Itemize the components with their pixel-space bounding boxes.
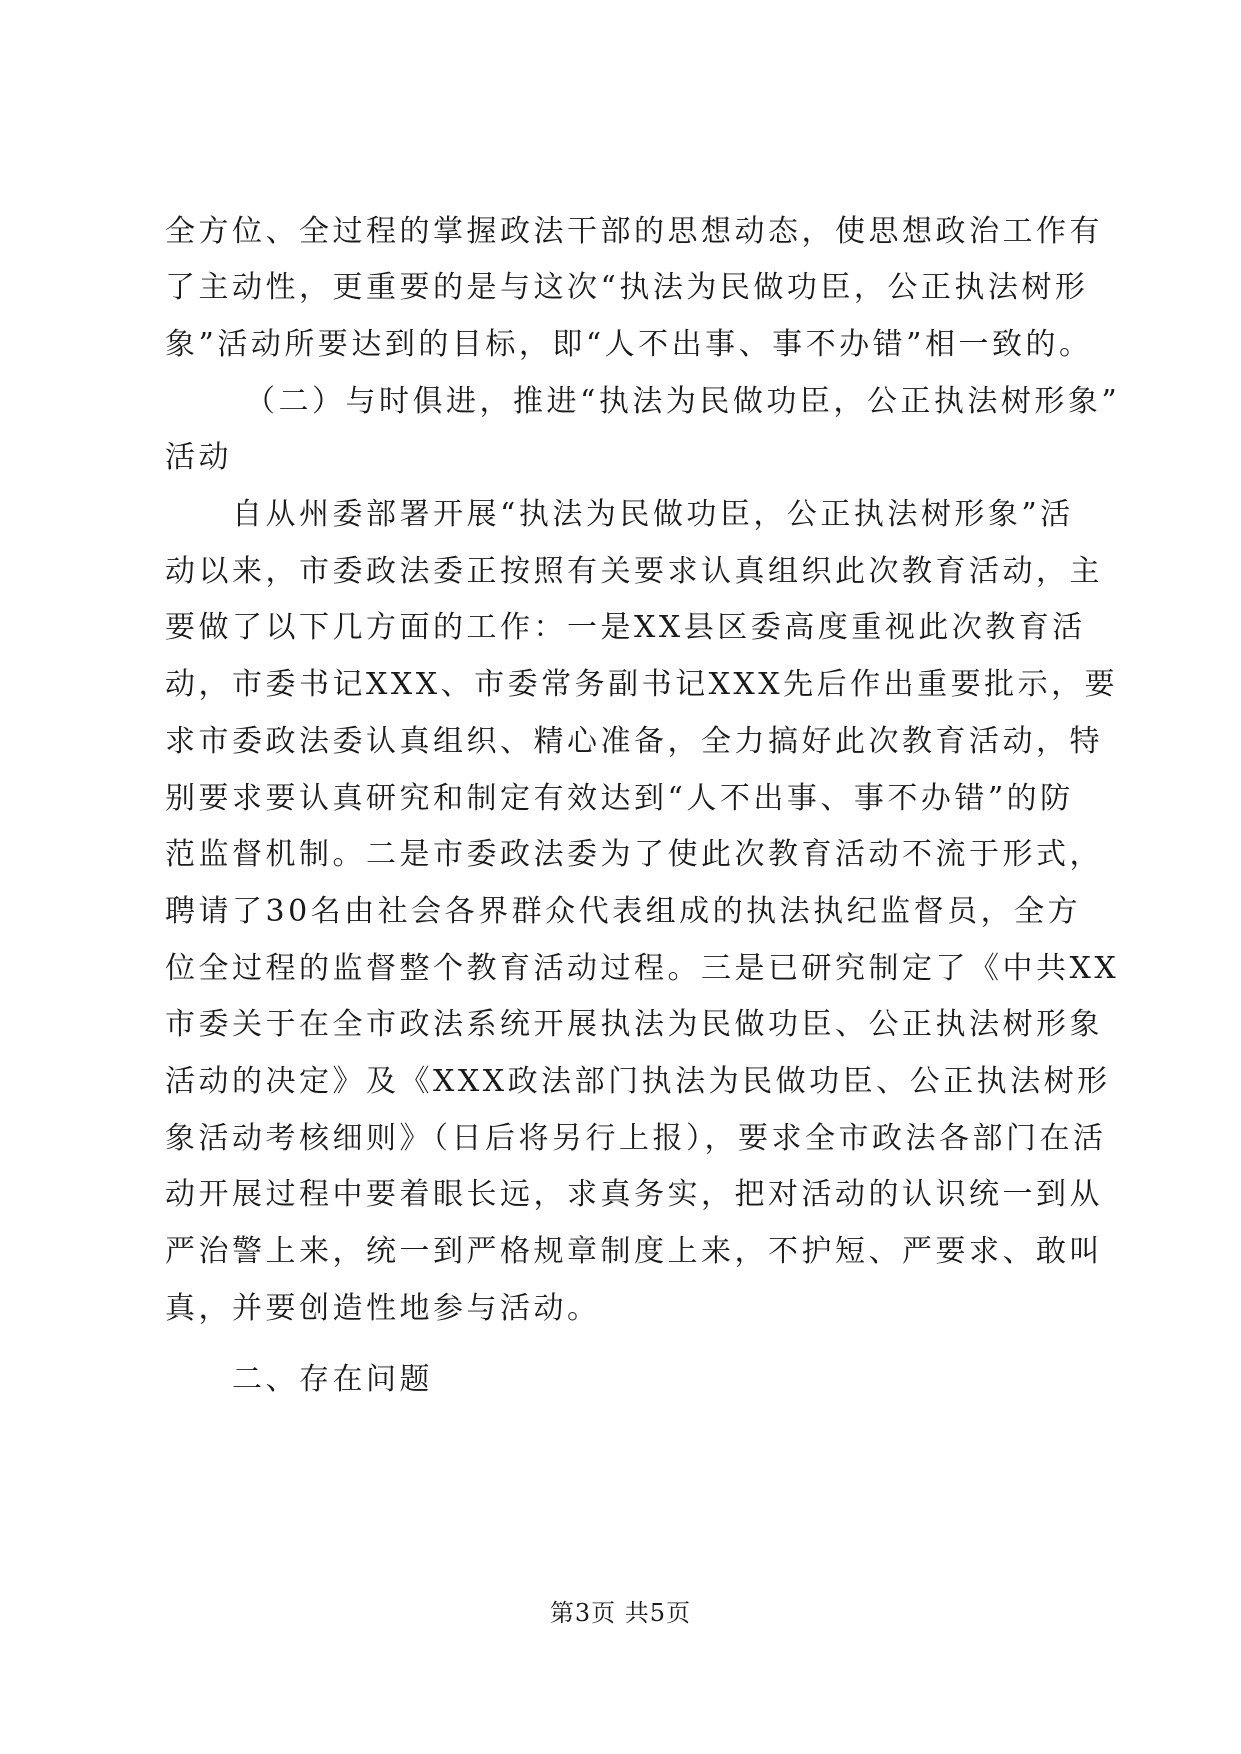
text-line: 象活动考核细则》（日后将另行上报），要求全市政法各部门在活: [165, 1121, 1107, 1156]
text-line: 动，市委书记XXX、市委常务副书记XXX先后作出重要批示，要: [165, 667, 1119, 702]
text-line: 求市委政法委认真组织、精心准备，全力搞好此次教育活动，特: [165, 724, 1103, 759]
page-number-footer: 第3页 共5页: [549, 1599, 692, 1627]
text-line: 真，并要创造性地参与活动。: [165, 1291, 601, 1326]
text-line: 别要求要认真研究和制定有效达到“人不出事、事不办错”的防: [165, 781, 1074, 816]
text-line: 象”活动所要达到的目标，即“人不出事、事不办错”相一致的。: [165, 327, 1093, 362]
subsection-heading-cont: 活动: [165, 440, 232, 475]
subsection-heading: （二）与时俱进，推进“执法为民做功臣，公正执法树形象”: [245, 384, 1121, 419]
text-line: 动以来，市委政法委正按照有关要求认真组织此次教育活动，主: [165, 554, 1103, 589]
text-line: 活动的决定》及《XXX政法部门执法为民做功臣、公正执法树形: [165, 1064, 1111, 1099]
text-line: 位全过程的监督整个教育活动过程。三是已研究制定了《中共XX: [165, 951, 1120, 986]
text-line: 全方位、全过程的掌握政法干部的思想动态，使思想政治工作有: [165, 214, 1103, 249]
text-line: 严治警上来，统一到严格规章制度上来，不护短、严要求、敢叫: [165, 1234, 1103, 1269]
text-line: 了主动性，更重要的是与这次“执法为民做功臣，公正执法树形: [165, 270, 1089, 305]
text-line: 范监督机制。二是市委政法委为了使此次教育活动不流于形式，: [165, 837, 1103, 872]
text-line: 自从州委部署开展“执法为民做功臣，公正执法树形象”活: [232, 497, 1074, 532]
text-line: 要做了以下几方面的工作：一是XX县区委高度重视此次教育活: [165, 610, 1086, 645]
text-line: 动开展过程中要着眼长远，求真务实，把对活动的认识统一到从: [165, 1177, 1103, 1212]
text-line: 聘请了30名由社会各界群众代表组成的执法执纪监督员，全方: [165, 894, 1082, 929]
section-heading: 二、存在问题: [232, 1362, 433, 1397]
text-line: 市委关于在全市政法系统开展执法为民做功臣、公正执法树形象: [165, 1007, 1103, 1042]
